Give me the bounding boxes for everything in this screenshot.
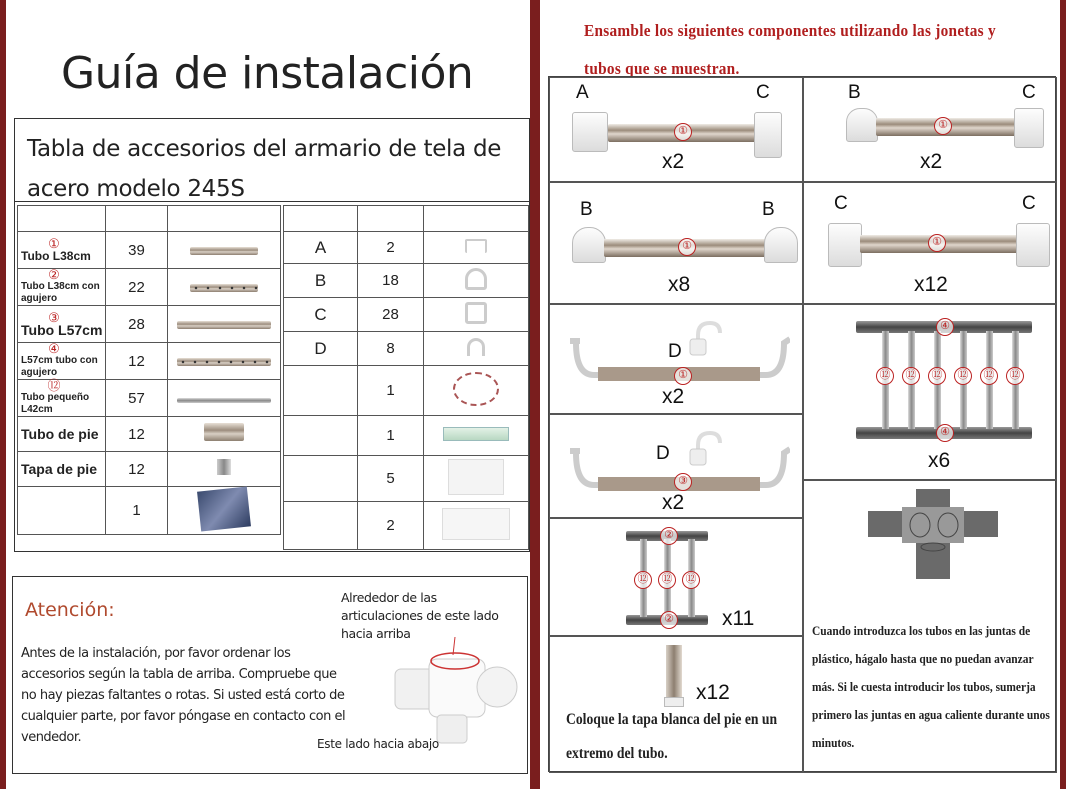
foot-tube-icon (204, 423, 244, 441)
row-label: L57cm tubo con agujero (21, 355, 98, 378)
row-qty: 28 (106, 306, 168, 343)
accessories-table-right (283, 205, 529, 550)
plain-tube-icon (190, 247, 258, 255)
table-row: ④ L57cm tubo con agujero 12 (18, 343, 281, 380)
4-way-joint-icon (1016, 223, 1050, 267)
assembly-b-c: B C ① x2 (803, 77, 1057, 182)
assembly-hook-tube-1: D ① x2 (549, 304, 803, 414)
assembly-frame-4: ④ ④ ⑫ ⑫ ⑫ ⑫ ⑫ ⑫ x6 (803, 304, 1057, 480)
insertion-note-cell (803, 480, 1057, 773)
page-title: Guía de instalación (61, 48, 474, 99)
right-page (540, 0, 1060, 789)
3-way-joint-icon (764, 227, 798, 263)
row-label: Tubo L57cm (21, 321, 103, 338)
foot-tube-icon (666, 645, 682, 697)
assembly-a-c: A C ① x2 (549, 77, 803, 182)
table-row: ② Tubo L38cm con agujero 22 (18, 269, 281, 306)
shelf-board-icon (443, 427, 509, 441)
row-qty: 39 (106, 232, 168, 269)
4-way-joint-icon (1014, 108, 1044, 148)
foot-cap-icon (217, 459, 231, 475)
elastic-cord-with-hooks-icon (453, 372, 499, 406)
3-way-joint-icon (572, 227, 606, 263)
white-sheet-icon (448, 459, 504, 495)
table-row (18, 452, 281, 487)
row-qty: 12 (106, 343, 168, 380)
row-qty: 18 (358, 264, 424, 298)
thin-tube-icon (177, 398, 271, 403)
row-qty: 5 (358, 456, 424, 502)
row-qty: 1 (358, 366, 424, 416)
row-label: B (284, 264, 358, 298)
row-qty: 8 (358, 332, 424, 366)
accessories-table-box (14, 118, 530, 552)
table-row (284, 332, 529, 366)
table-row: ① Tubo L38cm 39 (18, 232, 281, 269)
instruction-text: Ensamble los siguientes componentes utilizando las jonetas y tubos que se muestran. (584, 21, 996, 78)
attention-box (12, 576, 528, 774)
long-tube-icon (177, 321, 271, 329)
row-qty: 28 (358, 298, 424, 332)
row-qty: 2 (358, 232, 424, 264)
row-qty: 2 (358, 502, 424, 550)
row-qty: 12 (106, 417, 168, 452)
table-row (284, 232, 529, 264)
3-way-joint-icon (846, 108, 878, 142)
table-row (284, 502, 529, 550)
callout-top-text: Alrededor de las articulaciones de este lado hacia arriba (341, 590, 499, 641)
table-row: ③ Tubo L57cm 28 (18, 306, 281, 343)
table-row (284, 298, 529, 332)
assembly-hook-tube-3: D ③ x2 (549, 414, 803, 518)
4-way-joint-icon (465, 302, 487, 324)
4-way-joint-icon (828, 223, 862, 267)
t-joint-icon (572, 112, 608, 152)
row-qty: 57 (106, 380, 168, 417)
attention-text: Antes de la instalación, por favor ordenar los accesorios según la tabla de arriba. Compruebe que no hay piezas faltantes o rotas. Si usted está corto de cualquier parte, por favor póngase en contacto con el vendedor. (21, 646, 346, 745)
assembly-grid (548, 76, 1056, 772)
insertion-note: Cuando introduzca los tubos en las juntas de plástico, hágalo hasta que no puedan avanzar más. Si le cuesta introducir los tubos, sumerja primero las juntas en agua caliente durante unos minutos. (812, 623, 1050, 750)
assembly-c-c: C C ① x12 (803, 182, 1057, 304)
table-row (18, 417, 281, 452)
assembly-frame-2: ② ② ⑫ ⑫ ⑫ x11 (549, 518, 803, 636)
4-way-joint-icon (754, 112, 782, 158)
hook-icon (467, 338, 485, 356)
row-label: D (284, 332, 358, 366)
row-label: Tubo L38cm con agujero (21, 281, 100, 304)
table-row (284, 416, 529, 456)
fabric-cover-icon (197, 486, 251, 531)
attention-title: Atención: (25, 599, 115, 621)
3-way-joint-icon (465, 268, 487, 290)
foot-note: Coloque la tapa blanca del pie en un extremo del tubo. (566, 711, 778, 762)
joint-cross-section-icon (868, 489, 998, 589)
row-label: C (284, 298, 358, 332)
row-qty: 22 (106, 269, 168, 306)
row-label: Tubo pequeño L42cm (21, 392, 90, 415)
row-label: Tapa de pie (18, 452, 106, 487)
row-qty: 1 (358, 416, 424, 456)
row-qty: 1 (106, 487, 168, 535)
tube-with-holes-icon (190, 284, 258, 292)
left-page (6, 0, 530, 789)
table-row (284, 456, 529, 502)
accessories-table-title: Tabla de accesorios del armario de tela de acero modelo 245S (27, 136, 502, 202)
divider (15, 201, 529, 202)
joint-diagram-icon (385, 637, 525, 747)
row-label: A (284, 232, 358, 264)
table-row (284, 366, 529, 416)
assembly-foot: x12 Coloque la tapa blanca del pie en un extremo del tubo. (549, 636, 803, 773)
accessories-table-left (17, 205, 281, 535)
table-row (284, 264, 529, 298)
long-tube-with-holes-icon (177, 358, 271, 366)
row-label: Tubo L38cm (21, 249, 91, 263)
callout-bottom-text: Este lado hacia abajo (317, 737, 439, 751)
table-row (18, 487, 281, 535)
table-row: ⑫ Tubo pequeño L42cm 57 (18, 380, 281, 417)
white-sheet-icon (442, 508, 510, 540)
row-qty: 12 (106, 452, 168, 487)
t-joint-icon (465, 239, 487, 253)
assembly-b-b: B B ① x8 (549, 182, 803, 304)
row-label: Tubo de pie (18, 417, 106, 452)
